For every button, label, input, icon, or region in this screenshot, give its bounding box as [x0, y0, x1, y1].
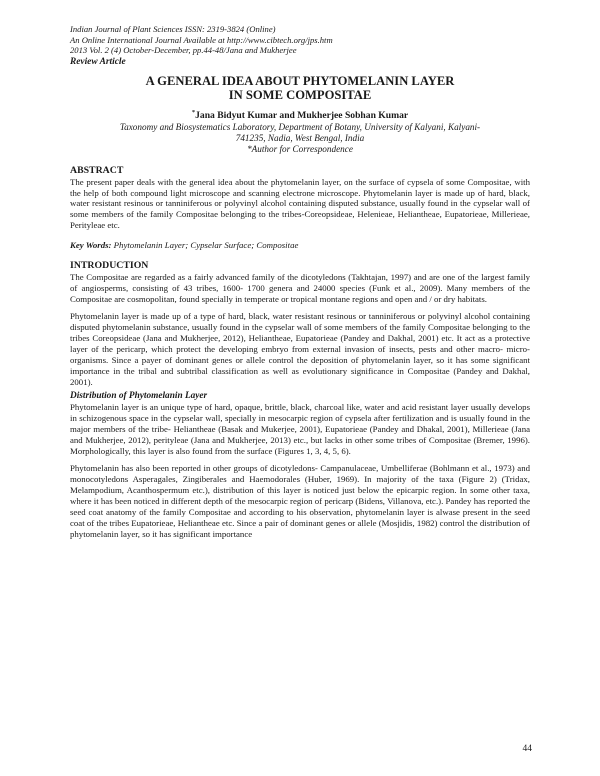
abstract-heading: ABSTRACT: [70, 164, 124, 176]
title-line-2: IN SOME COMPOSITAE: [228, 87, 372, 102]
running-header: [70, 24, 530, 68]
distribution-paragraph-2: Phytomelanin has also been reported in other groups of dicotyledons- Campanulaceae, Umbelliferae (Bohlmann et al., 1973) and monocotyledons Asperagales, Zingiberales and Haemodorales (Huber, 1969). In majority of the taxa (Figure 2) (Tridax, Melampodium, Acanthospermum etc.), distribution of this layer is noticed just below the epicarpic region. In some other taxa, where it has been noticed in different depth of the mesocarpic region of pericarp (Bidens, Villanova, etc.). Pandey has reported the seed coat anatomy of the family Compositae and according to his observation, phytomelanin layer is alwase present in the seed coat of the tribes Eupatorieae, Heliantheae etc. Since a pair of dominant genes or allele (Mosjidis, 1982) control the distribution of phytomelanin layer, so it has significant importance: [70, 463, 530, 539]
introduction-heading: INTRODUCTION: [70, 260, 149, 272]
introduction-paragraph-2: Phytomelanin layer is made up of a type of hard, black, water resistant resinous or tanniniferous or polyvinyl alcohol containing disputed phytomelanin substance, usually found in the cypselar wall of some members of the family Compositae belonging to the tribes Coreopsideae (Jana and Mukherjee, 2012), Heliantheae, Eupatorieae (Pandey and Dakhal, 2001) etc. It act as a protective layer of the pericarp, which protect the developing embryo from external invasion of insects, pests and other macro- micro-organisms. Since a payer of dominant genes or allele control the deposition of phytomelanin layer, so it has some significant importance in the tribal and subtribal classification as well as evolutionary significance in Compositae (Pandey and Dakhal, 2001).: [70, 311, 530, 387]
paper-title: [70, 74, 530, 102]
keywords-value: Phytomelanin Layer; Cypselar Surface; Compositae: [113, 240, 299, 251]
distribution-paragraph-1: Phytomelanin layer is an unique type of hard, opaque, brittle, black, charcoal like, water and acid resistant layer usually develops in schizogenous space in the cypselar wall, specially in mesocarpic region of cypsela after fertilization and is usually found in the major members of the tribe- Heliantheae (Basak and Mukerjee, 2001), Eupatorieae (Pandey and Dhakal, 2001), Millerieae (Jana and Mukherjee, 2012), perityleae (Jana and Mukherjee, 2013) etc., but lacks in other some tribes of Compositae (Bremer, 1996). Morphologically, this layer is also found from the surface (Figures 1, 3, 4, 5, 6).: [70, 402, 530, 457]
distribution-heading: Distribution of Phytomelanin Layer: [70, 390, 208, 401]
affiliation-line-2: 741235, Nadia, West Bengal, India: [235, 133, 365, 144]
title-line-1: A GENERAL IDEA ABOUT PHYTOMELANIN LAYER: [145, 73, 455, 88]
introduction-paragraph-1: The Compositae are regarded as a fairly advanced family of the dicotyledons (Takhtajan, 1997) and are one of the largest family of angiosperms, consisting of 43 tribes, 1600- 1700 genera and 24000 species (Funk et al., 2009). Many members of the Compositae are cosmopolitan, found specially in temperate or tropical montane regions and open and / or dry habitats.: [70, 272, 530, 305]
author-names: Jana Bidyut Kumar and Mukherjee Sobhan Kumar: [195, 109, 409, 121]
keywords-label: Key Words:: [70, 240, 112, 251]
paper-page: [70, 24, 530, 540]
abstract-text: The present paper deals with the general idea about the phytomelanin layer, on the surface of cypsela of some Compositae, with the help of both compound light microscope and scanning electrone microscope. Phytomelanin layer is made up of hard, black, water resistant resinous or tanniniferous or polyvinyl alcohol containing disputed substance, usually found in the cypselar wall of some members of the family Compositae belonging to the tribes-Coreopsideae, Helenieae, Heliantheae, Eupatorieae, Millerieae, Perityleae etc.: [70, 176, 530, 231]
page-number: 44: [522, 744, 532, 754]
online-line: An Online International Journal Available at http://www.cibtech.org/jps.htm: [70, 34, 333, 45]
journal-line: Indian Journal of Plant Sciences ISSN: 2319-3824 (Online): [70, 24, 276, 34]
affiliation: [70, 122, 530, 156]
volume-line: 2013 Vol. 2 (4) October-December, pp.44-48/Jana and Mukherjee: [70, 45, 297, 56]
correspondence-note: *Author for Correspondence: [247, 144, 353, 155]
authors: [70, 107, 530, 122]
correspondence-marker: *: [191, 108, 196, 116]
keywords: [70, 240, 530, 251]
article-type: Review Article: [70, 56, 126, 67]
affiliation-line-1: Taxonomy and Biosystematics Laboratory, Department of Botany, University of Kalyani, Kalyani-: [119, 121, 481, 132]
